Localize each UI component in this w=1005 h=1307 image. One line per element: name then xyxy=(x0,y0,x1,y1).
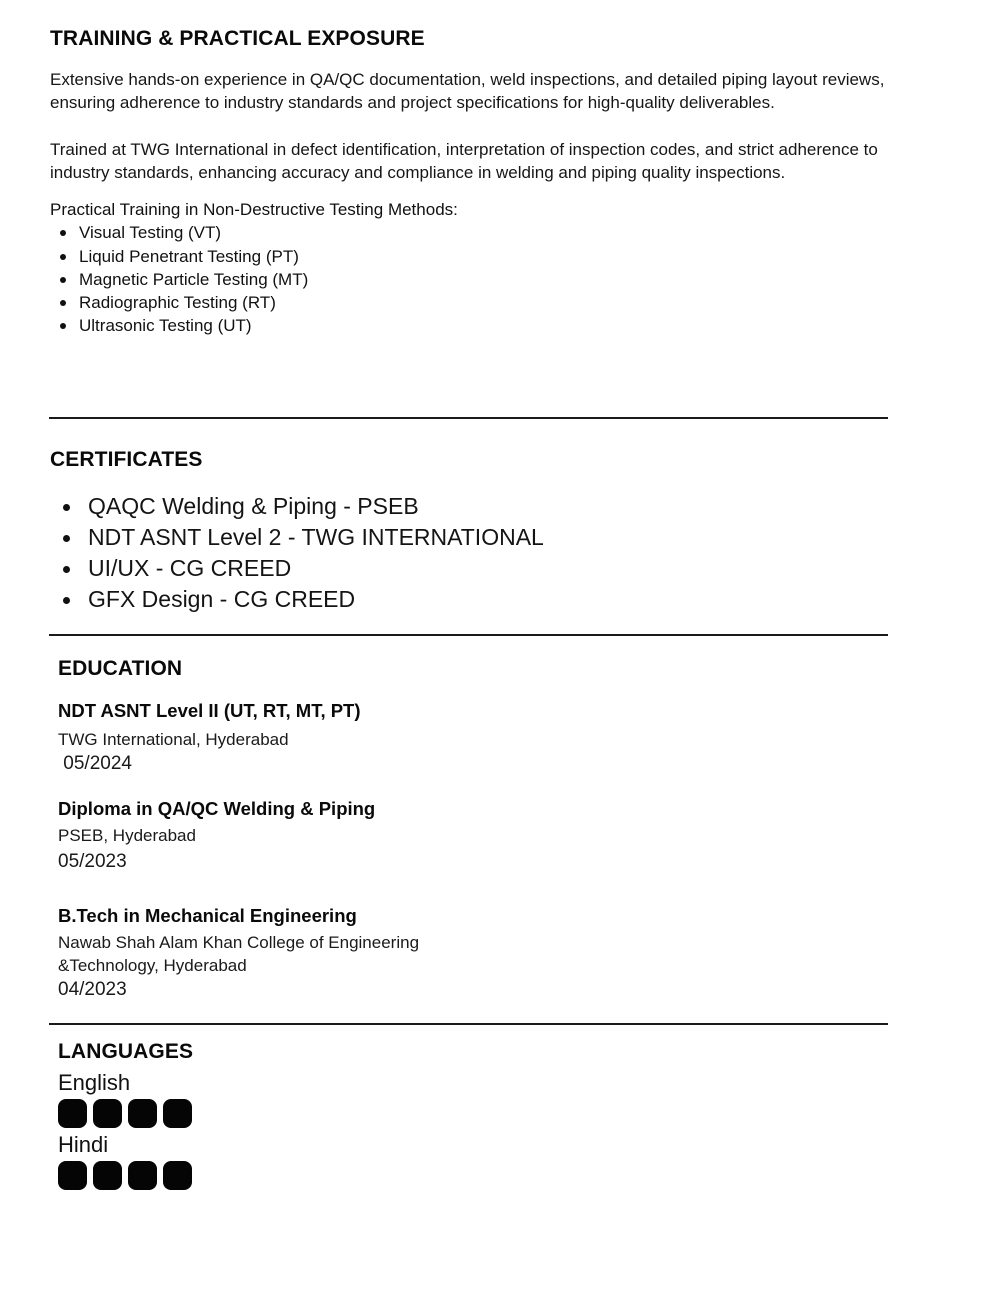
list-item: GFX Design - CG CREED xyxy=(50,584,900,615)
section-divider xyxy=(49,634,888,636)
list-item: Radiographic Testing (RT) xyxy=(50,291,900,314)
education-title: EDUCATION xyxy=(58,657,183,680)
certificates-title: CERTIFICATES xyxy=(50,448,203,471)
rating-dot xyxy=(58,1161,87,1190)
language-name: English xyxy=(58,1070,131,1095)
rating-dot xyxy=(93,1161,122,1190)
list-item: Magnetic Particle Testing (MT) xyxy=(50,268,900,291)
education-school: Nawab Shah Alam Khan College of Engineering xyxy=(58,933,420,952)
training-paragraph-1: Extensive hands-on experience in QA/QC documentation, weld inspections, and detailed piping layout reviews, ensuring adherence to industry standards and project specifications for high-quality deliverables. xyxy=(50,70,885,113)
education-date: 05/2023 xyxy=(58,851,127,872)
education-section xyxy=(58,657,858,1002)
rating-dot xyxy=(128,1161,157,1190)
education-item xyxy=(58,904,858,1002)
rating-dot xyxy=(163,1099,192,1128)
languages-section xyxy=(58,1040,458,1190)
education-degree: B.Tech in Mechanical Engineering xyxy=(58,905,357,926)
list-item: UI/UX - CG CREED xyxy=(50,553,900,584)
education-school: TWG International, Hyderabad xyxy=(58,730,289,749)
education-item xyxy=(58,797,858,874)
education-date: 04/2023 xyxy=(58,979,127,1000)
rating-dot xyxy=(128,1099,157,1128)
certificates-list xyxy=(50,491,900,615)
language-entry xyxy=(58,1070,458,1128)
rating-dot xyxy=(163,1161,192,1190)
language-level-rating xyxy=(58,1099,458,1128)
list-item: Liquid Penetrant Testing (PT) xyxy=(50,245,900,268)
ndt-methods-list xyxy=(50,221,900,337)
list-item: QAQC Welding & Piping - PSEB xyxy=(50,491,900,522)
education-school-line-2: &Technology, Hyderabad xyxy=(58,956,247,975)
training-section xyxy=(50,27,900,337)
education-degree: NDT ASNT Level II (UT, RT, MT, PT) xyxy=(58,700,361,721)
training-paragraph-2: Trained at TWG International in defect identification, interpretation of inspection codes, and strict adherence to industry standards, enhancing accuracy and compliance in welding and piping quality inspections. xyxy=(50,139,878,182)
list-item: NDT ASNT Level 2 - TWG INTERNATIONAL xyxy=(50,522,900,553)
education-degree: Diploma in QA/QC Welding & Piping xyxy=(58,798,376,819)
education-item xyxy=(58,699,858,776)
list-item: Ultrasonic Testing (UT) xyxy=(50,314,900,337)
language-name: Hindi xyxy=(58,1132,109,1157)
education-date: 05/2024 xyxy=(58,753,132,774)
language-entry xyxy=(58,1132,458,1190)
training-title: TRAINING & PRACTICAL EXPOSURE xyxy=(50,27,425,50)
languages-title: LANGUAGES xyxy=(58,1040,194,1063)
rating-dot xyxy=(93,1099,122,1128)
education-school: PSEB, Hyderabad xyxy=(58,826,196,845)
list-item: Visual Testing (VT) xyxy=(50,221,900,244)
certificates-section xyxy=(50,448,900,615)
section-divider xyxy=(49,417,888,419)
rating-dot xyxy=(58,1099,87,1128)
ndt-intro: Practical Training in Non-Destructive Testing Methods: xyxy=(50,200,458,220)
section-divider xyxy=(49,1023,888,1025)
language-level-rating xyxy=(58,1161,458,1190)
